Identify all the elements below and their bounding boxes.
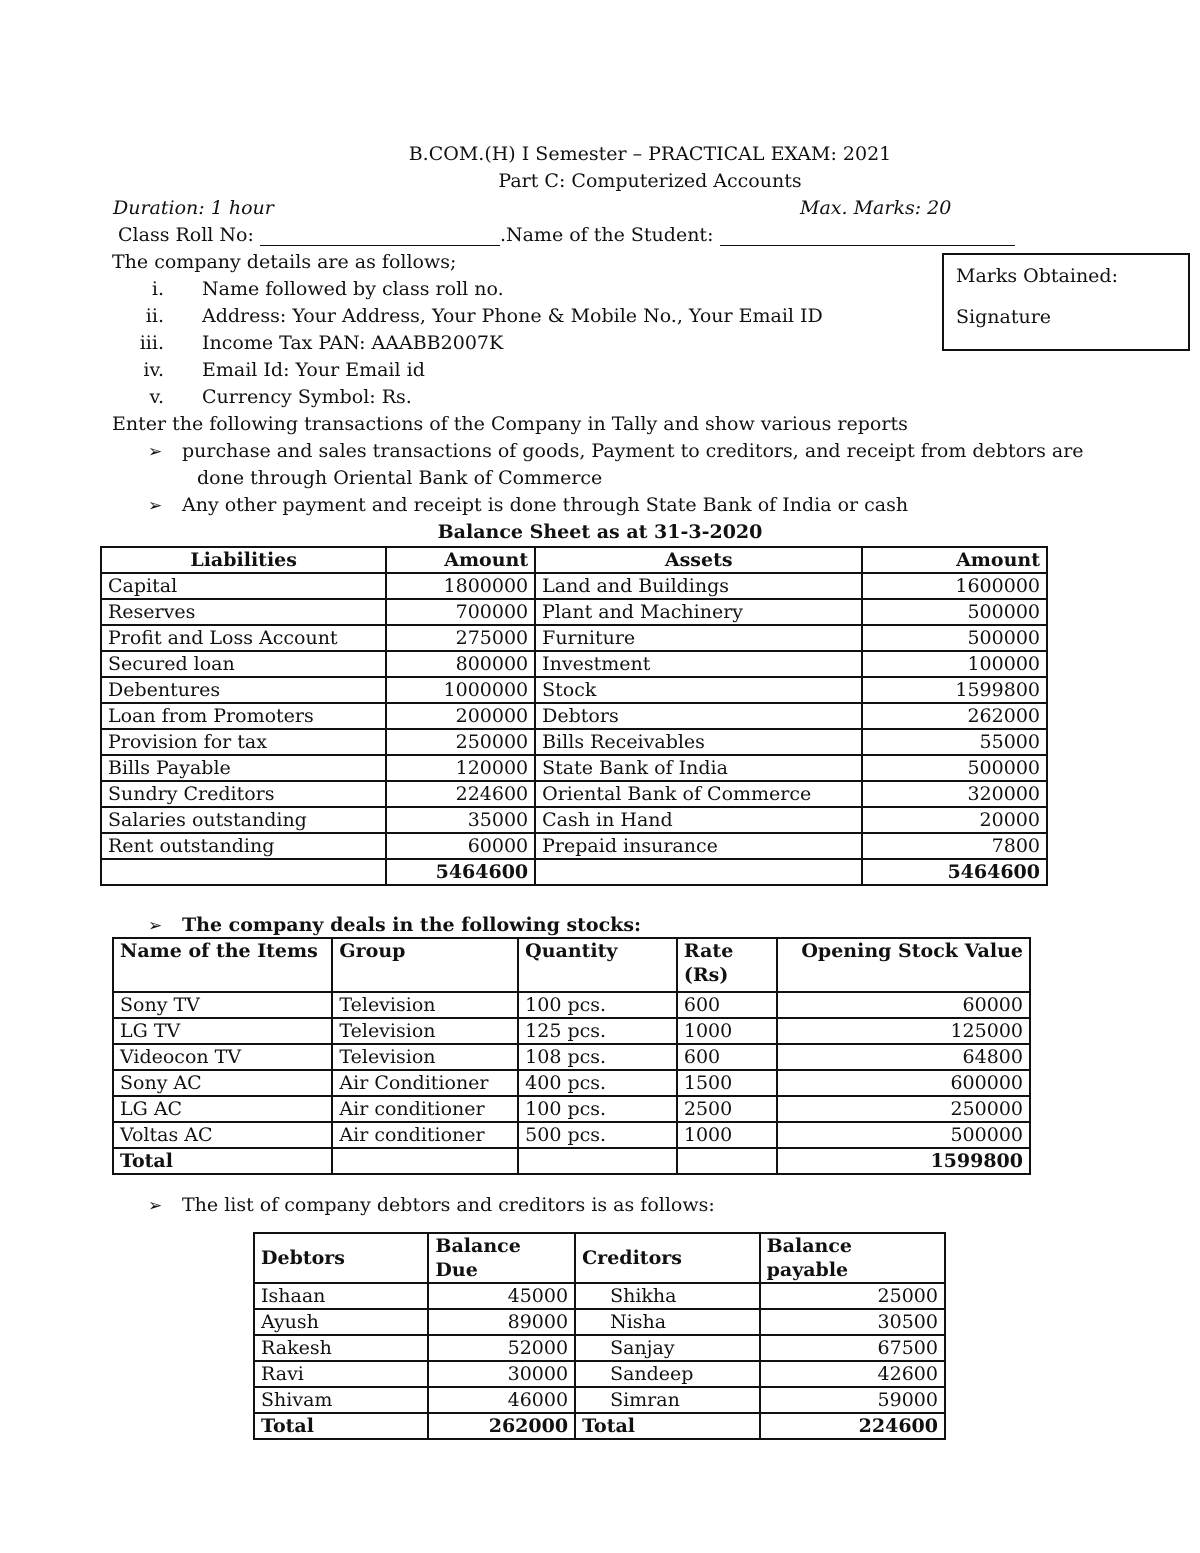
list-item: iv. Email Id: Your Email id bbox=[143, 359, 425, 381]
column-header: Amount bbox=[862, 547, 1047, 573]
roll-name-line bbox=[118, 224, 1015, 246]
table-row: Ravi 30000 Sandeep 42600 bbox=[254, 1361, 945, 1387]
column-header: Rate (Rs) bbox=[677, 938, 777, 992]
list-item: iii. Income Tax PAN: AAABB2007K bbox=[139, 332, 504, 354]
column-header: Balance payable bbox=[760, 1233, 945, 1283]
max-marks: Max. Marks: 20 bbox=[800, 197, 952, 219]
total-label: Total bbox=[254, 1413, 428, 1439]
student-name-label: .Name of the Student: bbox=[499, 224, 714, 246]
column-header: Liabilities bbox=[101, 547, 386, 573]
table-row: Videocon TV Television 108 pcs. 600 64800 bbox=[113, 1044, 1030, 1070]
column-header: Group bbox=[332, 938, 518, 992]
total-debtors: 262000 bbox=[428, 1413, 575, 1439]
table-row: Debentures 1000000 Stock 1599800 bbox=[101, 677, 1047, 703]
table-row: Sony AC Air Conditioner 400 pcs. 1500 600000 bbox=[113, 1070, 1030, 1096]
bullet-text: purchase and sales transactions of goods, Payment to creditors, and receipt from debtors are bbox=[182, 440, 1084, 462]
total-creditors: 224600 bbox=[760, 1413, 945, 1439]
debtors-heading: The list of company debtors and creditors is as follows: bbox=[182, 1194, 715, 1216]
list-item: v. Currency Symbol: Rs. bbox=[149, 386, 412, 408]
stocks-table bbox=[112, 937, 1031, 1175]
total-label: Total bbox=[113, 1148, 332, 1174]
table-row: Loan from Promoters 200000 Debtors 262000 bbox=[101, 703, 1047, 729]
exam-subtitle: Part C: Computerized Accounts bbox=[498, 170, 802, 192]
arrow-bullet-icon: ➢ bbox=[148, 496, 163, 516]
table-row: LG AC Air conditioner 100 pcs. 2500 250000 bbox=[113, 1096, 1030, 1122]
duration: Duration: 1 hour bbox=[113, 197, 274, 219]
column-header: Balance Due bbox=[428, 1233, 575, 1283]
intro-text: The company details are as follows; bbox=[112, 251, 457, 273]
table-row: Reserves 700000 Plant and Machinery 500000 bbox=[101, 599, 1047, 625]
bullet-text: Any other payment and receipt is done through State Bank of India or cash bbox=[182, 494, 909, 516]
exam-title: B.COM.(H) I Semester – PRACTICAL EXAM: 2021 bbox=[408, 143, 892, 165]
table-row: Salaries outstanding 35000 Cash in Hand 20000 bbox=[101, 807, 1047, 833]
table-row: Capital 1800000 Land and Buildings 1600000 bbox=[101, 573, 1047, 599]
column-header: Name of the Items bbox=[113, 938, 332, 992]
arrow-bullet-icon: ➢ bbox=[148, 442, 163, 462]
total-liabilities: 5464600 bbox=[386, 859, 535, 885]
class-roll-label: Class Roll No: bbox=[118, 224, 254, 246]
table-row: Profit and Loss Account 275000 Furniture 500000 bbox=[101, 625, 1047, 651]
total-row bbox=[254, 1413, 945, 1439]
debtors-creditors-table bbox=[253, 1232, 946, 1440]
table-row: Provision for tax 250000 Bills Receivables 55000 bbox=[101, 729, 1047, 755]
table-row: Bills Payable 120000 State Bank of India 500000 bbox=[101, 755, 1047, 781]
table-header-row bbox=[254, 1233, 945, 1283]
table-row: Secured loan 800000 Investment 100000 bbox=[101, 651, 1047, 677]
table-row: Rent outstanding 60000 Prepaid insurance 7800 bbox=[101, 833, 1047, 859]
table-row: Sundry Creditors 224600 Oriental Bank of Commerce 320000 bbox=[101, 781, 1047, 807]
column-header: Creditors bbox=[575, 1233, 760, 1283]
table-header-row bbox=[101, 547, 1047, 573]
signature-label: Signature bbox=[956, 306, 1052, 328]
total-row bbox=[113, 1148, 1030, 1174]
bullet-text: done through Oriental Bank of Commerce bbox=[197, 467, 603, 489]
balance-sheet-table bbox=[100, 546, 1048, 886]
instruction-text: Enter the following transactions of the Company in Tally and show various reports bbox=[112, 413, 908, 435]
stocks-heading: The company deals in the following stocks: bbox=[182, 914, 642, 936]
total-stock-value: 1599800 bbox=[777, 1148, 1030, 1174]
table-row: Rakesh 52000 Sanjay 67500 bbox=[254, 1335, 945, 1361]
arrow-bullet-icon: ➢ bbox=[148, 916, 163, 936]
column-header: Assets bbox=[535, 547, 862, 573]
table-row: Ayush 89000 Nisha 30500 bbox=[254, 1309, 945, 1335]
total-label: Total bbox=[575, 1413, 760, 1439]
table-row: LG TV Television 125 pcs. 1000 125000 bbox=[113, 1018, 1030, 1044]
column-header: Quantity bbox=[518, 938, 677, 992]
student-name-blank[interactable] bbox=[720, 227, 1015, 246]
arrow-bullet-icon: ➢ bbox=[148, 1196, 163, 1216]
balance-sheet-title: Balance Sheet as at 31-3-2020 bbox=[437, 521, 763, 543]
class-roll-blank[interactable] bbox=[260, 227, 500, 246]
list-item: ii. Address: Your Address, Your Phone & Mobile No., Your Email ID bbox=[145, 305, 823, 327]
total-row bbox=[101, 859, 1047, 885]
table-row: Voltas AC Air conditioner 500 pcs. 1000 500000 bbox=[113, 1122, 1030, 1148]
table-header-row bbox=[113, 938, 1030, 992]
total-assets: 5464600 bbox=[862, 859, 1047, 885]
list-item: i. Name followed by class roll no. bbox=[151, 278, 504, 300]
table-row: Ishaan 45000 Shikha 25000 bbox=[254, 1283, 945, 1309]
column-header: Debtors bbox=[254, 1233, 428, 1283]
table-row: Shivam 46000 Simran 59000 bbox=[254, 1387, 945, 1413]
marks-obtained-label: Marks Obtained: bbox=[956, 265, 1118, 287]
column-header: Amount bbox=[386, 547, 535, 573]
table-row: Sony TV Television 100 pcs. 600 60000 bbox=[113, 992, 1030, 1018]
column-header: Opening Stock Value bbox=[777, 938, 1030, 992]
